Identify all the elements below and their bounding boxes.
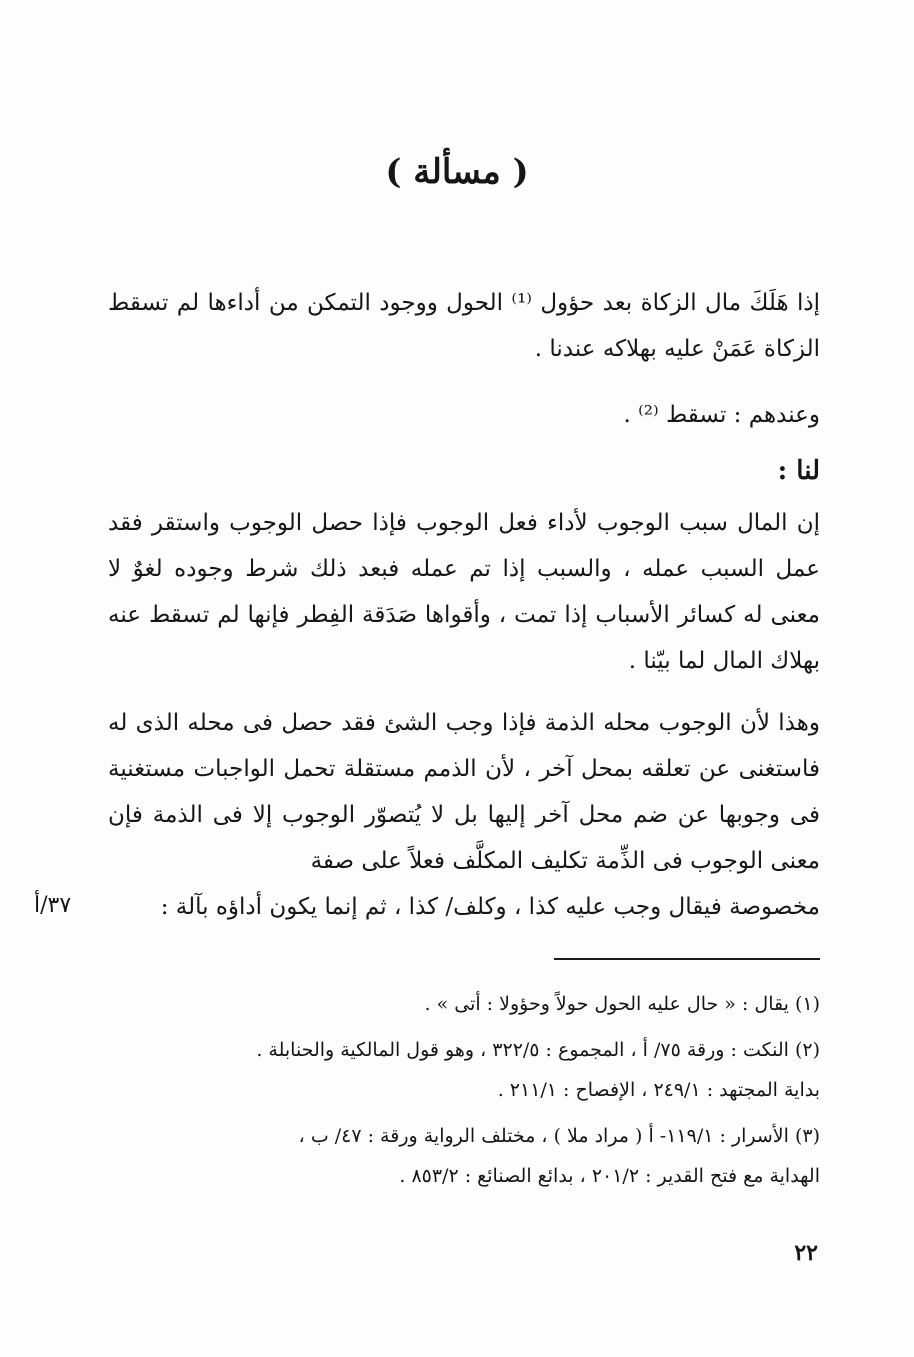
page-number: ٢٢ xyxy=(794,1240,818,1266)
paragraph-2: وعندهم : تسقط ⁽²⁾ . xyxy=(623,402,820,428)
manuscript-folio-note: ٣٧/أ xyxy=(34,893,72,918)
footnote-2-line-1: (٢) النكت : ورقة ٧٥/ أ ، المجموع : ٣٢٢/٥ ، وهو قول المالكية والحنابلة . xyxy=(256,1039,820,1061)
paragraph-4-text: وهذا لأن الوجوب محله الذمة فإذا وجب الشئ فقد حصل فى محله الذى له فاستغنى عن تعلقه بمحل آخر ، لأن الذمم مستقلة تحمل الواجبات مستغنية فى وجوبها عن ضم محل آخر إليها بل لا يُتصوّر الوجوب إلا فى الذمة فإن معنى الوجوب فى الذِّمة تكليف المكلَّف فعلاً على صفة xyxy=(108,710,820,874)
footnote-1 xyxy=(108,984,820,1024)
footnote-3-line-2: الهداية مع فتح القدير : ٢٠١/٢ ، بدائع الصنائع : ٨٥٣/٢ . xyxy=(399,1165,820,1187)
paragraph-4-last-line: مخصوصة فيقال وجب عليه كذا ، وكلف/ كذا ، ثم إنما يكون أداؤه بآلة : xyxy=(160,894,820,920)
footnote-3 xyxy=(108,1116,820,1196)
footnote-2 xyxy=(108,1030,820,1110)
footnotes xyxy=(108,984,820,1202)
footnote-1-line-1: (١) يقال : « حال عليه الحول حولاً وحؤولا : أتى » . xyxy=(424,993,820,1015)
footnote-separator xyxy=(554,958,820,960)
paragraph-4 xyxy=(108,700,820,930)
paragraph-1: إذا هَلَكَ مال الزكاة بعد حؤول ⁽¹⁾ الحول ووجود التمكن من أداءها لم تسقط الزكاة عَمَنْ عليه بهلاكه عندنا . xyxy=(108,290,820,362)
paragraph-3: إن المال سبب الوجوب لأداء فعل الوجوب فإذا حصل الوجوب واستقر فقد عمل السبب عمله ، والسبب إذا تم عمله فبعد ذلك شرط وجوده لغوٌ لا معنى له كسائر الأسباب إذا تمت ، وأقواها صَدَقة الفِطر فإنها لم تسقط عنه بهلاك المال لما بيّنا . xyxy=(108,510,820,674)
page-title: ( مسألة ) xyxy=(385,152,529,192)
footnote-2-line-2: بداية المجتهد : ٢٤٩/١ ، الإفصاح : ٢١١/١ . xyxy=(497,1079,820,1101)
section-heading-lana: لنا : xyxy=(777,456,820,486)
footnote-3-line-1: (٣) الأسرار : ١١٩/١- أ ( مراد ملا ) ، مختلف الرواية ورقة : ٤٧/ ب ، xyxy=(298,1125,820,1147)
